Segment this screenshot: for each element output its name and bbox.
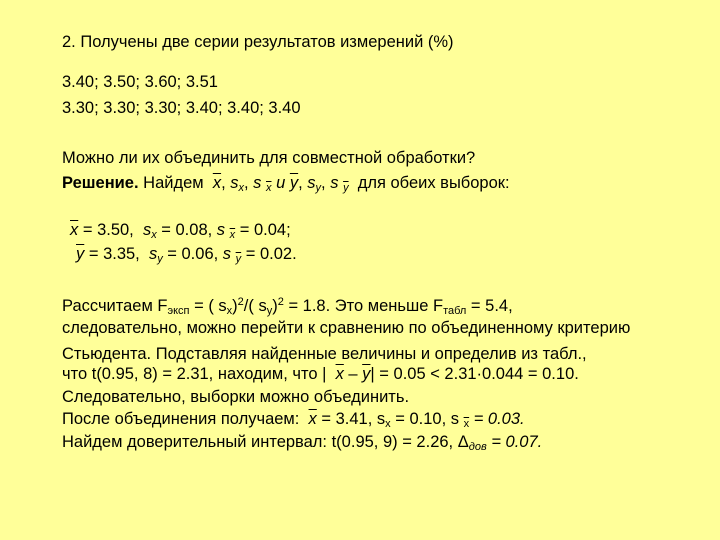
calc-l6-d: = 0.03. bbox=[473, 410, 525, 428]
sy-value: = 0.06, bbox=[167, 245, 219, 263]
symbol-s-xbar: s $_{\overline{x}}$ bbox=[253, 174, 272, 194]
symbol-sx: $s_x$ bbox=[142, 221, 157, 241]
symbol-sy: $s_y$ bbox=[307, 174, 322, 194]
series-2: 3.30; 3.30; 3.30; 3.40; 3.40; 3.40 bbox=[62, 99, 301, 117]
calc-l4-b: | = 0.05 < 2.31·0.044 = 0.10. bbox=[370, 365, 579, 383]
calc-l7-a: Найдем доверительный интервал: t(0.95, 9) = 2.26, bbox=[62, 433, 454, 451]
calc-l1-d: = 1.8. Это меньше F bbox=[288, 297, 444, 315]
calc-line-7 bbox=[62, 432, 542, 457]
calc-l1-b: = ( s bbox=[194, 297, 227, 315]
calc-l4-a: что t(0.95, 8) = 2.31, находим, что | bbox=[62, 365, 327, 383]
solution-find: Найдем bbox=[143, 174, 204, 192]
x-mean-value: = 3.50, bbox=[82, 221, 134, 239]
calc-l6-b: = 3.41, s bbox=[321, 410, 386, 428]
solution-line: Решение. Найдем $\overline{x}$, $s_x$, s $_{\overline{x}}$ и $\overline{y}$, $s_y$, s $_{\overline{y}}$ для обеих выборок: bbox=[62, 174, 510, 194]
calc-l7-b: = 0.07. bbox=[491, 433, 543, 451]
calc-l6-a: После объединения получаем: bbox=[62, 410, 300, 428]
calc-l6-c: = 0.10, s bbox=[395, 410, 460, 428]
calc-line-2: следовательно, можно перейти к сравнению по объединенному критерию bbox=[62, 319, 631, 337]
s-xbar-value: = 0.04; bbox=[239, 221, 291, 239]
calc-line-3: Стьюдента. Подставляя найденные величины и определив из табл., bbox=[62, 345, 587, 363]
result-y-line bbox=[76, 244, 297, 269]
y-mean-value: = 3.35, bbox=[88, 245, 140, 263]
symbol-y-mean: $\overline{y}$ bbox=[289, 174, 299, 192]
symbol-s-ybar: s $_{\overline{y}}$ bbox=[222, 245, 242, 265]
solution-label: Решение. bbox=[62, 174, 139, 192]
question: Можно ли их объединить для совместной обработки? bbox=[62, 149, 476, 167]
calc-l7-sub: дов bbox=[468, 441, 487, 453]
calc-l1-c: /( s bbox=[243, 297, 267, 315]
calc-line-5: Следовательно, выборки можно объединить. bbox=[62, 388, 410, 406]
calc-line-4: что t(0.95, 8) = 2.31, находим, что | $\overline{x} - \overline{y}| = 0.05 < 2.31\cdot 0.044 = 0.10$. bbox=[62, 365, 579, 383]
s-ybar-value: = 0.02. bbox=[245, 245, 297, 263]
delta-symbol: Δ bbox=[457, 433, 469, 451]
problem-title: 2. Получены две серии результатов измерений (%) bbox=[62, 33, 454, 51]
calc-line-1: Рассчитаем $F_{эксп}$ = ( $s_x)^2/$( $s_y)^2 = 1.8$. Это меньше $F_{табл} = 5.4$, bbox=[62, 296, 513, 317]
symbol-x-mean: $\overline{x}$ bbox=[70, 221, 79, 239]
symbol-y-mean: $\overline{y}$ bbox=[76, 245, 85, 263]
result-x-line bbox=[70, 220, 291, 245]
calc-l1-a: Рассчитаем F bbox=[62, 297, 168, 315]
calc-l1-e: = 5.4, bbox=[470, 297, 513, 315]
calc-l1-sub: эксп bbox=[167, 305, 190, 317]
symbol-s-xbar: s $_{\overline{x}}$ bbox=[216, 221, 236, 241]
symbol-sx: $s_x$ bbox=[230, 174, 244, 194]
calc-l1-sub2: табл bbox=[443, 305, 467, 317]
symbol-and: и bbox=[276, 174, 286, 192]
solution-for-both: для обеих выборок: bbox=[357, 174, 510, 192]
symbol-s-ybar: s $_{\overline{y}}$ bbox=[330, 174, 349, 194]
calc-line-6: После объединения получаем: $\overline{x} = 3.41$, $s_x = 0.10$, s $_{\overline{x}}$ = 0.03. bbox=[62, 410, 525, 430]
sx-value: = 0.08, bbox=[161, 221, 213, 239]
symbol-x-mean: $\overline{x}$ bbox=[212, 174, 222, 192]
symbol-sy: $s_y$ bbox=[148, 245, 163, 265]
series-1: 3.40; 3.50; 3.60; 3.51 bbox=[62, 73, 218, 91]
